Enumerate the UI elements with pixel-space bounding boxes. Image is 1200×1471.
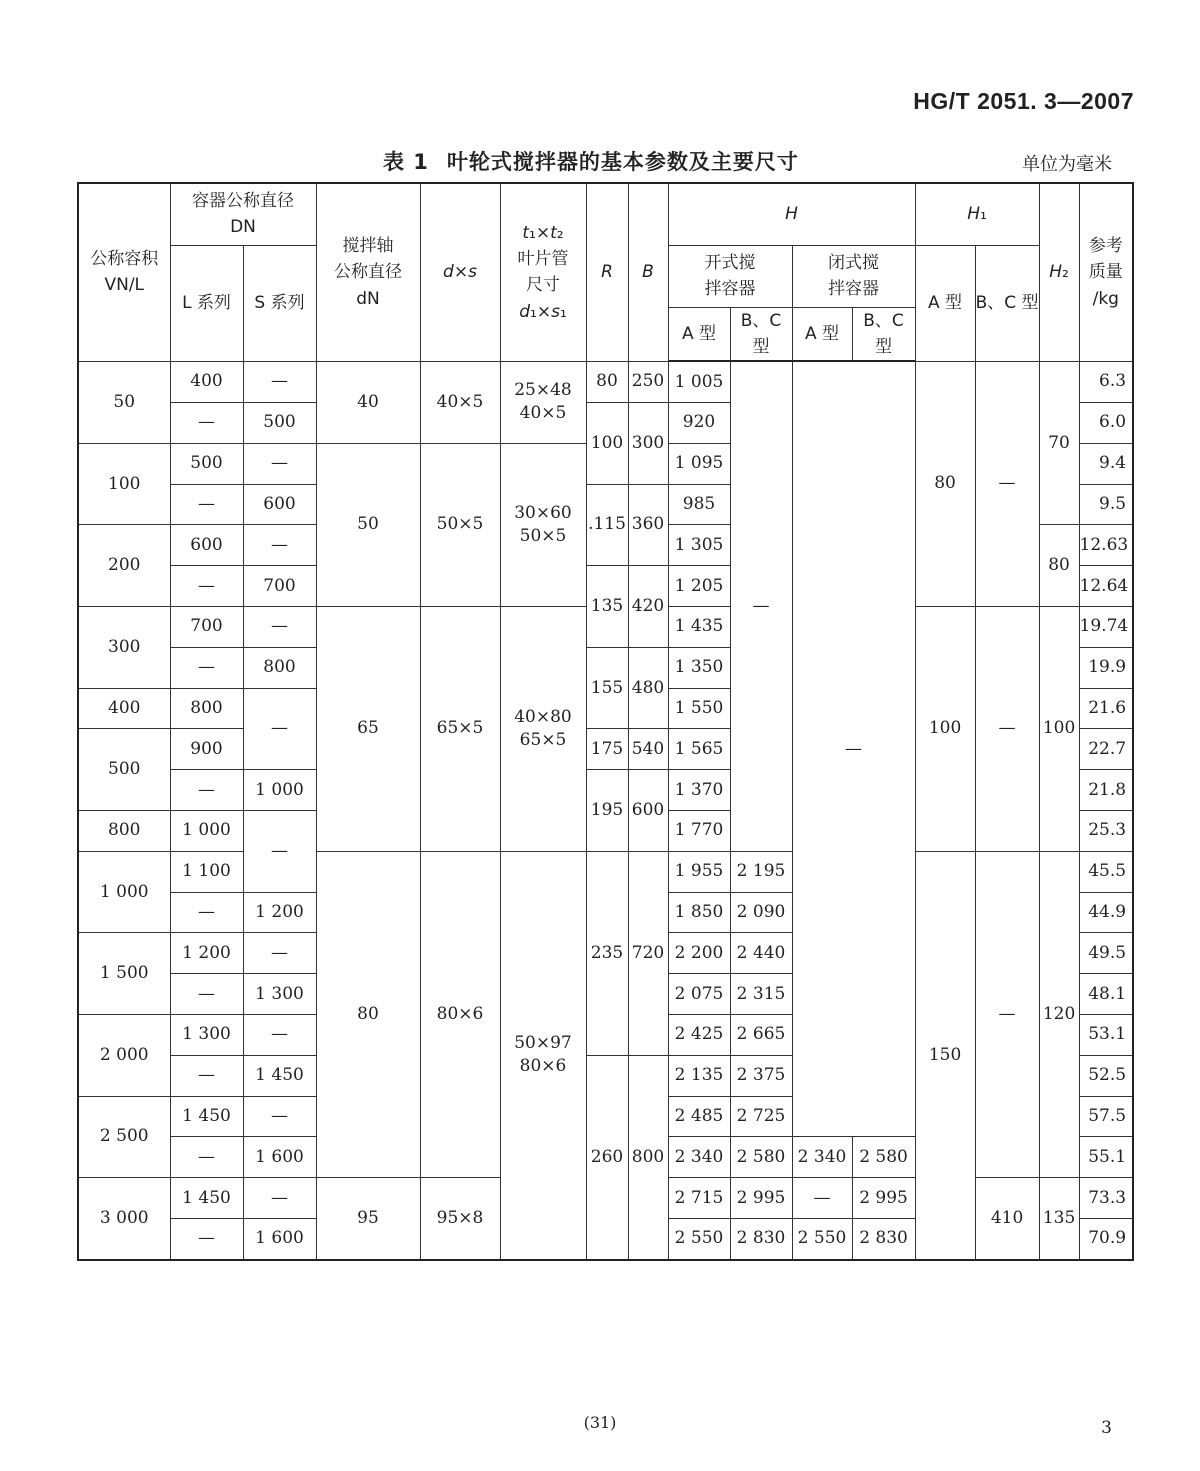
mass-cell: 57.5: [1079, 1096, 1133, 1137]
header-blade-size: t₁×t₂ 叶片管 尺寸 d₁×s₁: [500, 183, 586, 361]
header-h1-type-a: A 型: [915, 245, 975, 361]
h2-cell: 100: [1039, 606, 1079, 851]
s-series-cell: —: [243, 1178, 316, 1219]
h1-a-cell: 150: [915, 851, 975, 1259]
h2-cell: 120: [1039, 851, 1079, 1177]
r-cell: 175: [586, 729, 628, 770]
l-series-cell: 1 450: [170, 1096, 243, 1137]
h1-bc-cell: —: [975, 606, 1039, 851]
vn-cell: 3 000: [78, 1178, 170, 1260]
header-h-closed-type-bc: B、C 型: [852, 307, 915, 361]
header-dn: 容器公称直径 DN: [170, 183, 316, 245]
mass-cell: 19.74: [1079, 606, 1133, 647]
shaft-cell: 80: [316, 851, 420, 1177]
h1-a-cell: 100: [915, 606, 975, 851]
h1-bc-cell: 410: [975, 1178, 1039, 1260]
vn-cell: 500: [78, 729, 170, 811]
vn-cell: 800: [78, 810, 170, 851]
vn-cell: 100: [78, 443, 170, 525]
h-open-a-cell: 985: [668, 484, 730, 525]
header-dxs: d×s: [420, 183, 500, 361]
h-open-a-cell: 2 715: [668, 1178, 730, 1219]
mass-cell: 53.1: [1079, 1014, 1133, 1055]
s-series-cell: 1 600: [243, 1218, 316, 1259]
shaft-cell: 50: [316, 443, 420, 606]
h-closed-a-cell: 2 340: [792, 1137, 852, 1178]
h-open-a-cell: 920: [668, 402, 730, 443]
l-series-cell: —: [170, 1137, 243, 1178]
s-series-cell: —: [243, 606, 316, 647]
b-cell: 720: [628, 851, 668, 1055]
shaft-cell: 65: [316, 606, 420, 851]
header-mass: 参考 质量 /kg: [1079, 183, 1133, 361]
l-series-cell: —: [170, 484, 243, 525]
s-series-cell: —: [243, 810, 316, 892]
header-h-open-type-bc: B、C 型: [730, 307, 792, 361]
h-open-a-cell: 2 340: [668, 1137, 730, 1178]
s-series-cell: —: [243, 525, 316, 566]
l-series-cell: —: [170, 770, 243, 811]
h-open-a-cell: 2 075: [668, 974, 730, 1015]
mass-cell: 12.64: [1079, 566, 1133, 607]
h-open-a-cell: 2 200: [668, 933, 730, 974]
h-open-a-cell: 2 425: [668, 1014, 730, 1055]
mass-cell: 9.4: [1079, 443, 1133, 484]
l-series-cell: —: [170, 402, 243, 443]
h-open-a-cell: 2 485: [668, 1096, 730, 1137]
h-open-bc-cell: 2 315: [730, 974, 792, 1015]
header-r: R: [586, 183, 628, 361]
r-cell: 195: [586, 770, 628, 852]
s-series-cell: —: [243, 1096, 316, 1137]
l-series-cell: —: [170, 1218, 243, 1259]
mass-cell: 21.6: [1079, 688, 1133, 729]
header-vn: 公称容积 VN/L: [78, 183, 170, 361]
table-number: 表 1: [383, 150, 429, 174]
l-series-cell: —: [170, 1055, 243, 1096]
l-series-cell: 700: [170, 606, 243, 647]
mass-cell: 22.7: [1079, 729, 1133, 770]
mass-cell: 45.5: [1079, 851, 1133, 892]
r-cell: 235: [586, 851, 628, 1055]
h-open-bc-cell: 2 090: [730, 892, 792, 933]
h1-bc-cell: —: [975, 361, 1039, 606]
b-cell: 480: [628, 647, 668, 729]
l-series-cell: 1 100: [170, 851, 243, 892]
blade-size-cell: [500, 606, 586, 851]
s-series-cell: 600: [243, 484, 316, 525]
h2-cell: 70: [1039, 361, 1079, 525]
vn-cell: 2 500: [78, 1096, 170, 1178]
l-series-cell: 400: [170, 361, 243, 402]
b-cell: 420: [628, 566, 668, 648]
b-cell: 360: [628, 484, 668, 566]
h-open-bc-cell: 2 830: [730, 1218, 792, 1259]
l-series-cell: —: [170, 566, 243, 607]
h-open-a-cell: 1 435: [668, 606, 730, 647]
header-h1-type-bc: B、C 型: [975, 245, 1039, 361]
s-series-cell: 800: [243, 647, 316, 688]
vn-cell: 50: [78, 361, 170, 443]
s-series-cell: 1 000: [243, 770, 316, 811]
mass-cell: 25.3: [1079, 810, 1133, 851]
mass-cell: 73.3: [1079, 1178, 1133, 1219]
s-series-cell: —: [243, 688, 316, 770]
table-title: 叶轮式搅拌器的基本参数及主要尺寸: [446, 150, 799, 174]
h-open-a-cell: 1 565: [668, 729, 730, 770]
h-open-bc-cell: 2 995: [730, 1178, 792, 1219]
blade-d-value: 50×5: [519, 525, 567, 546]
mass-cell: 44.9: [1079, 892, 1133, 933]
h-open-a-cell: 1 770: [668, 810, 730, 851]
parameter-table: [77, 182, 1134, 1261]
standard-number: HG/T 2051. 3—2007: [913, 88, 1134, 114]
blade-t-value: 30×60: [514, 502, 572, 523]
h-open-a-cell: 2 135: [668, 1055, 730, 1096]
l-series-cell: 1 200: [170, 933, 243, 974]
h-open-a-cell: 1 305: [668, 525, 730, 566]
h-open-bc-cell: 2 725: [730, 1096, 792, 1137]
b-cell: 600: [628, 770, 668, 852]
h-closed-a-cell: —: [792, 1178, 852, 1219]
r-cell: .115: [586, 484, 628, 566]
b-cell: 250: [628, 361, 668, 402]
h-open-a-cell: 1 955: [668, 851, 730, 892]
blade-t-value: 50×97: [514, 1033, 572, 1054]
mass-cell: 52.5: [1079, 1055, 1133, 1096]
h-closed-bc-cell: 2 830: [852, 1218, 915, 1259]
vn-cell: 1 500: [78, 933, 170, 1015]
unit-note: 单位为毫米: [1022, 154, 1112, 175]
b-cell: 800: [628, 1055, 668, 1259]
mass-cell: 19.9: [1079, 647, 1133, 688]
s-series-cell: 1 600: [243, 1137, 316, 1178]
header-h-open: 开式搅 拌容器: [668, 245, 792, 307]
s-series-cell: 1 300: [243, 974, 316, 1015]
mass-cell: 49.5: [1079, 933, 1133, 974]
h-open-bc-cell: 2 440: [730, 933, 792, 974]
r-cell: 135: [586, 566, 628, 648]
dxs-cell: 95×8: [420, 1178, 500, 1260]
mass-cell: 21.8: [1079, 770, 1133, 811]
header-s-series: S 系列: [243, 245, 316, 361]
h-open-bc-cell: 2 665: [730, 1014, 792, 1055]
table-caption: [383, 146, 799, 176]
mass-cell: 6.0: [1079, 402, 1133, 443]
dxs-cell: 65×5: [420, 606, 500, 851]
h-open-a-cell: 1 005: [668, 361, 730, 402]
h-open-a-cell: 1 350: [668, 647, 730, 688]
vn-cell: 2 000: [78, 1014, 170, 1096]
s-series-cell: 1 200: [243, 892, 316, 933]
h-open-bc-cell: 2 195: [730, 851, 792, 892]
s-series-cell: —: [243, 1014, 316, 1055]
header-h-closed-type-a: A 型: [792, 307, 852, 361]
h2-cell: 80: [1039, 525, 1079, 607]
h-open-bc-cell: —: [730, 361, 792, 851]
blade-d-value: 40×5: [519, 403, 567, 424]
h-open-a-cell: 2 550: [668, 1218, 730, 1259]
vn-cell: 200: [78, 525, 170, 607]
h-closed-bc-cell: 2 580: [852, 1137, 915, 1178]
blade-t-value: 25×48: [514, 380, 572, 401]
mass-cell: 12.63: [1079, 525, 1133, 566]
page-number: 3: [1101, 1418, 1112, 1438]
dxs-cell: 40×5: [420, 361, 500, 443]
s-series-cell: —: [243, 933, 316, 974]
r-cell: 155: [586, 647, 628, 729]
mass-cell: 70.9: [1079, 1218, 1133, 1259]
r-cell: 100: [586, 402, 628, 484]
r-cell: 260: [586, 1055, 628, 1259]
blade-size-cell: [500, 851, 586, 1259]
header-l-series: L 系列: [170, 245, 243, 361]
l-series-cell: 800: [170, 688, 243, 729]
s-series-cell: 700: [243, 566, 316, 607]
mass-cell: 6.3: [1079, 361, 1133, 402]
blade-t-value: 40×80: [514, 706, 572, 727]
h-open-a-cell: 1 550: [668, 688, 730, 729]
mass-cell: 55.1: [1079, 1137, 1133, 1178]
vn-cell: 400: [78, 688, 170, 729]
h-closed-cell: —: [792, 361, 915, 1137]
header-h-open-type-a: A 型: [668, 307, 730, 361]
header-h: H: [668, 183, 915, 245]
h-open-bc-cell: 2 375: [730, 1055, 792, 1096]
header-h2: H₂: [1039, 183, 1079, 361]
h-open-a-cell: 1 205: [668, 566, 730, 607]
h1-bc-cell: —: [975, 851, 1039, 1177]
vn-cell: 300: [78, 606, 170, 688]
header-shaft: 搅拌轴 公称直径 dN: [316, 183, 420, 361]
mass-cell: 48.1: [1079, 974, 1133, 1015]
blade-d-value: 80×6: [519, 1056, 567, 1077]
s-series-cell: 500: [243, 402, 316, 443]
l-series-cell: 600: [170, 525, 243, 566]
h-open-a-cell: 1 370: [668, 770, 730, 811]
h-closed-a-cell: 2 550: [792, 1218, 852, 1259]
l-series-cell: 1 450: [170, 1178, 243, 1219]
l-series-cell: 500: [170, 443, 243, 484]
l-series-cell: —: [170, 892, 243, 933]
h-open-bc-cell: 2 580: [730, 1137, 792, 1178]
h-open-a-cell: 1 095: [668, 443, 730, 484]
blade-size-cell: [500, 361, 586, 443]
s-series-cell: —: [243, 443, 316, 484]
vn-cell: 1 000: [78, 851, 170, 933]
blade-size-cell: [500, 443, 586, 606]
l-series-cell: —: [170, 647, 243, 688]
header-h-closed: 闭式搅 拌容器: [792, 245, 915, 307]
b-cell: 540: [628, 729, 668, 770]
h2-cell: 135: [1039, 1178, 1079, 1260]
shaft-cell: 95: [316, 1178, 420, 1260]
mass-cell: 9.5: [1079, 484, 1133, 525]
s-series-cell: —: [243, 361, 316, 402]
header-b: B: [628, 183, 668, 361]
h-closed-bc-cell: 2 995: [852, 1178, 915, 1219]
l-series-cell: 1 300: [170, 1014, 243, 1055]
header-h1: H₁: [915, 183, 1039, 245]
l-series-cell: 1 000: [170, 810, 243, 851]
h1-a-cell: 80: [915, 361, 975, 606]
dxs-cell: 50×5: [420, 443, 500, 606]
blade-d-value: 65×5: [519, 729, 567, 750]
l-series-cell: —: [170, 974, 243, 1015]
b-cell: 300: [628, 402, 668, 484]
shaft-cell: 40: [316, 361, 420, 443]
footer-page-ref: (31): [583, 1413, 617, 1432]
dxs-cell: 80×6: [420, 851, 500, 1177]
r-cell: 80: [586, 361, 628, 402]
s-series-cell: 1 450: [243, 1055, 316, 1096]
h-open-a-cell: 1 850: [668, 892, 730, 933]
l-series-cell: 900: [170, 729, 243, 770]
